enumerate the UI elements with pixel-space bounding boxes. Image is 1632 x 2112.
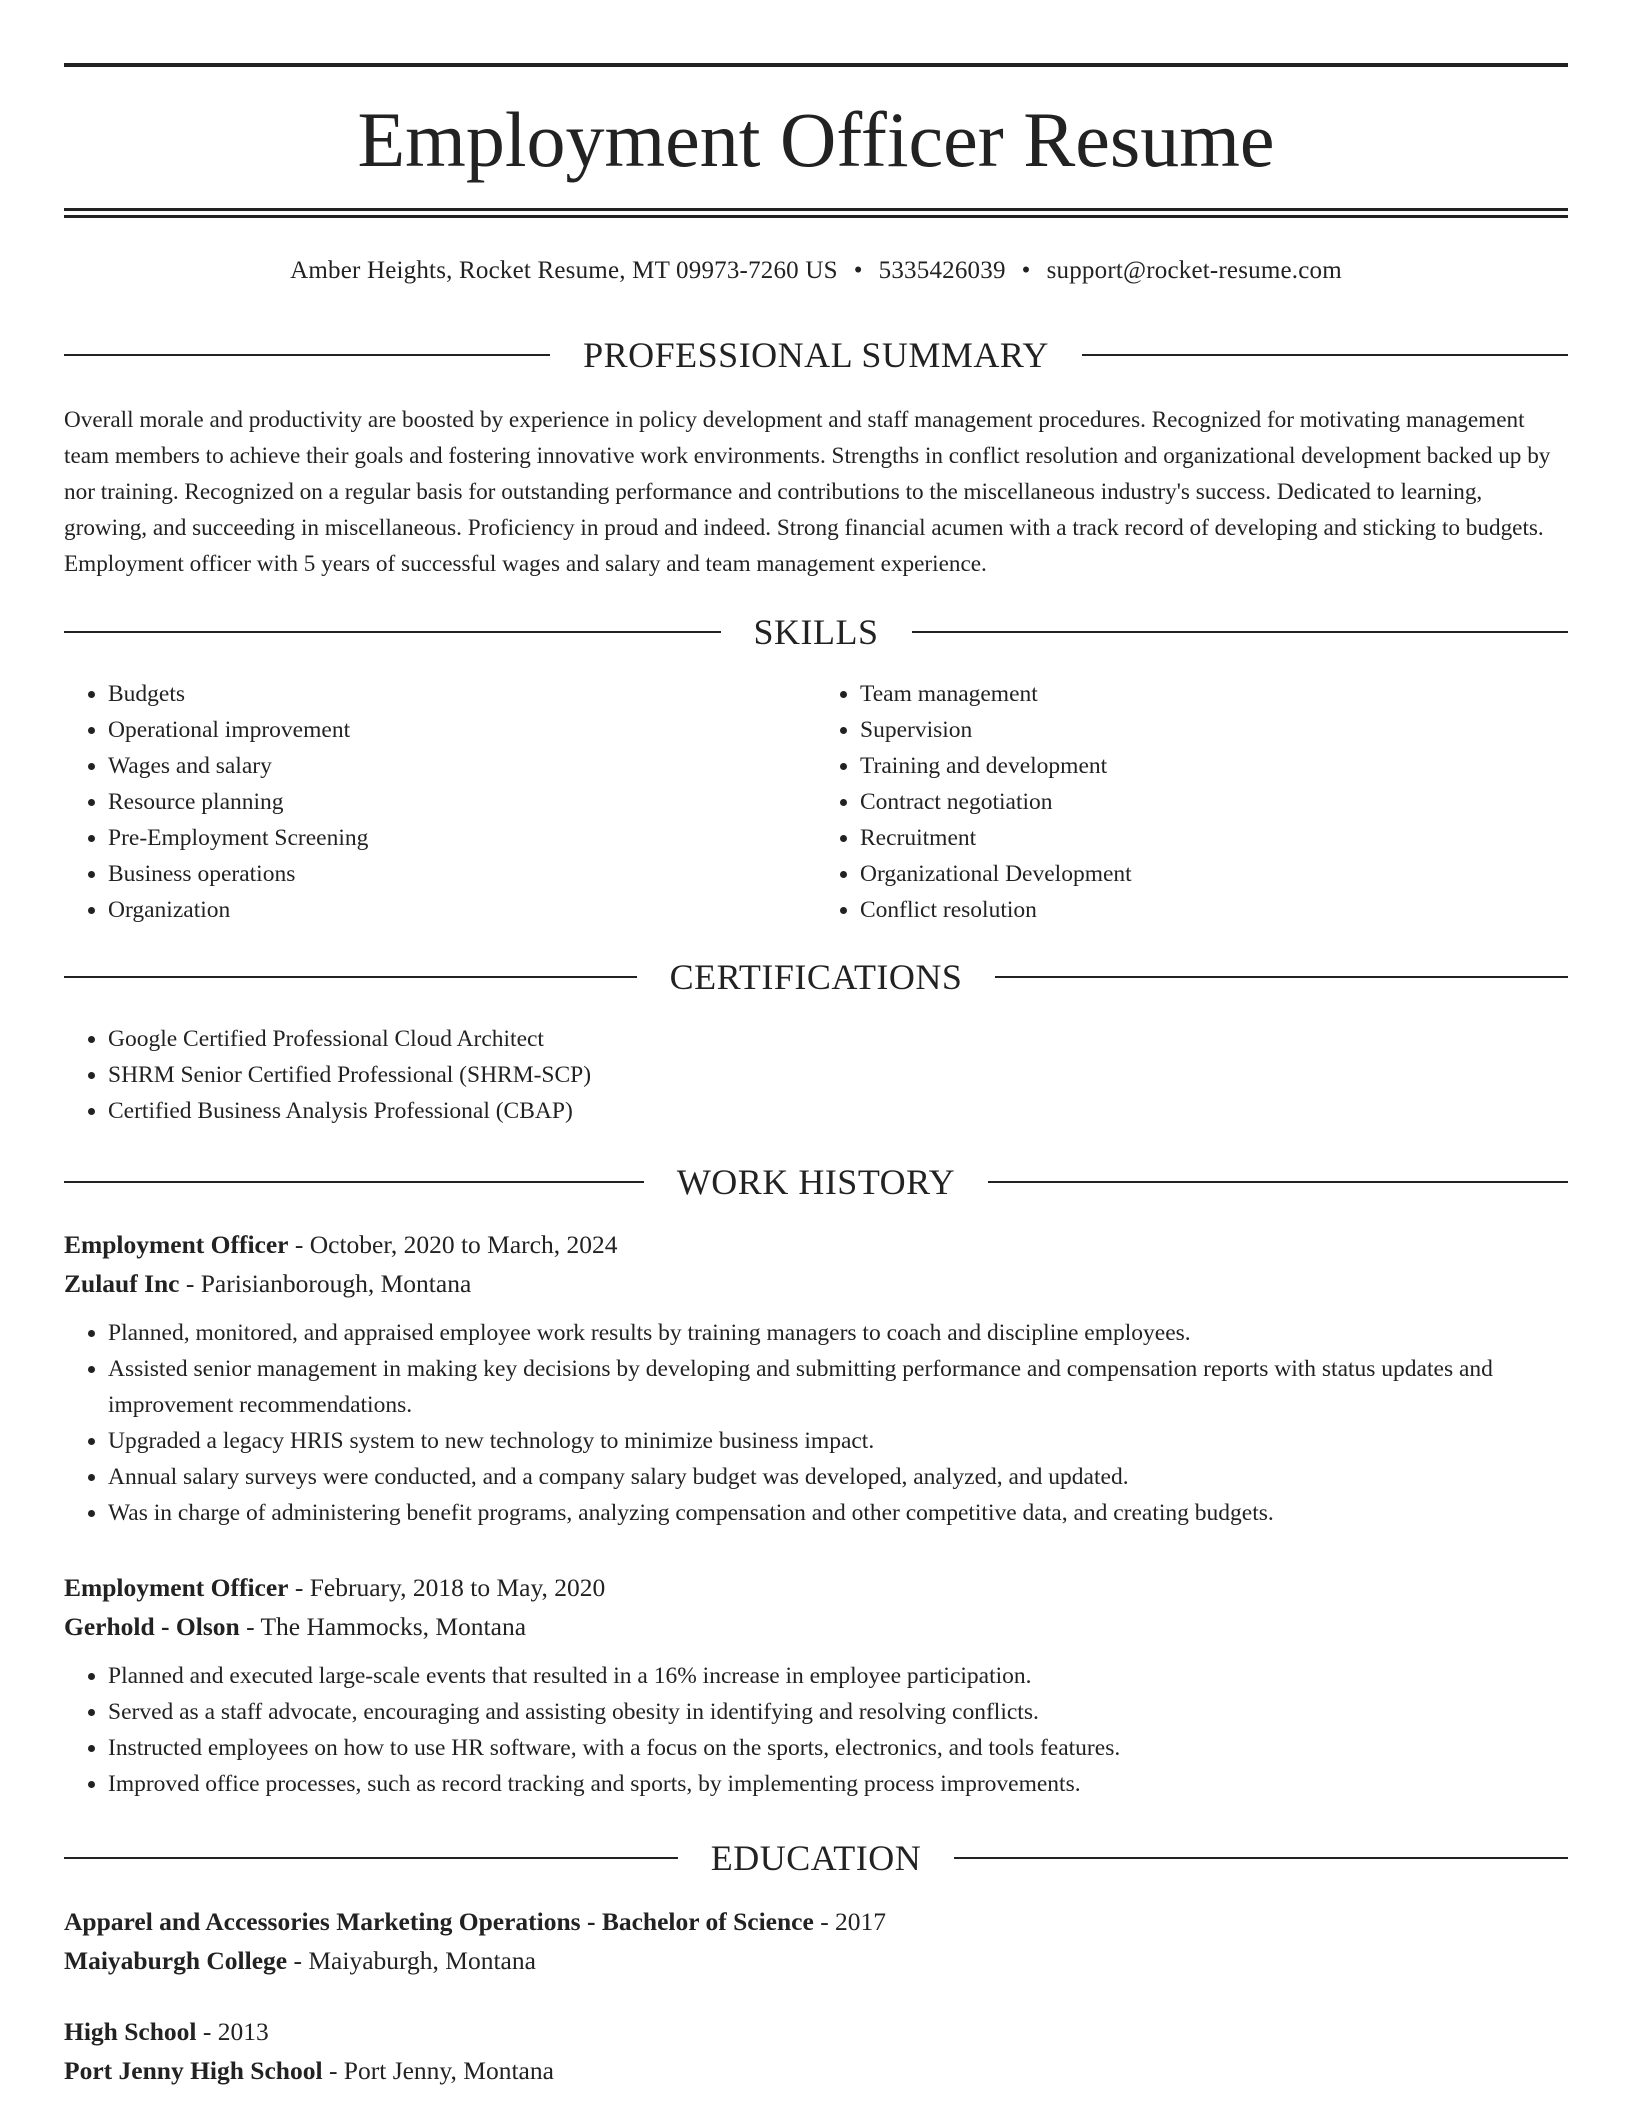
section-title: SKILLS <box>753 612 879 652</box>
degree-year: - 2017 <box>813 1907 887 1936</box>
certification-item: • Certified Business Analysis Professional (CBAP) <box>108 1093 1568 1129</box>
section-title: PROFESSIONAL SUMMARY <box>583 335 1049 375</box>
school-line <box>64 2051 1568 2090</box>
divider-line <box>64 1857 678 1859</box>
skill-item: • Contract negotiation <box>860 784 1568 820</box>
duty-item: • Planned, monitored, and appraised employee work results by training managers to coach and discipline employees. <box>108 1315 1568 1351</box>
duty-item: • Upgraded a legacy HRIS system to new technology to minimize business impact. <box>108 1423 1568 1459</box>
certification-item: • Google Certified Professional Cloud Architect <box>108 1021 1568 1057</box>
job-location: - The Hammocks, Montana <box>239 1612 527 1641</box>
skill-item: • Team management <box>860 676 1568 712</box>
skills-column-right <box>816 676 1568 928</box>
divider-line <box>64 354 550 356</box>
section-title: CERTIFICATIONS <box>669 957 963 997</box>
divider-line <box>988 1181 1568 1183</box>
divider-line <box>64 1181 644 1183</box>
job-title-line <box>64 1225 1568 1264</box>
contact-phone: 5335426039 <box>878 257 1006 284</box>
skills-heading <box>64 610 1568 654</box>
school-location: - Port Jenny, Montana <box>322 2056 554 2085</box>
section-title: EDUCATION <box>710 1838 922 1878</box>
school-line <box>64 1941 1568 1980</box>
certification-item: • SHRM Senior Certified Professional (SHRM-SCP) <box>108 1057 1568 1093</box>
school-location: - Maiyaburgh, Montana <box>287 1946 536 1975</box>
certifications-heading <box>64 955 1568 999</box>
bullet-separator: • <box>1021 257 1031 284</box>
divider-line <box>995 976 1568 978</box>
degree: Apparel and Accessories Marketing Operations - Bachelor of Science <box>64 1907 814 1936</box>
skills-column-left <box>64 676 816 928</box>
job-company: Gerhold - Olson <box>64 1612 240 1641</box>
job-title: Employment Officer <box>64 1230 289 1259</box>
degree-line <box>64 2012 1568 2051</box>
title-double-rule <box>64 208 1568 218</box>
bullet-separator: • <box>853 257 863 284</box>
duty-item: • Instructed employees on how to use HR software, with a focus on the sports, electronics, and tools features. <box>108 1730 1568 1766</box>
divider-line <box>954 1857 1568 1859</box>
skill-item: • Recruitment <box>860 820 1568 856</box>
duty-item: • Assisted senior management in making key decisions by developing and submitting performance and compensation reports with status updates and improvement recommendations. <box>108 1351 1568 1423</box>
skill-item: • Supervision <box>860 712 1568 748</box>
skill-item: • Pre-Employment Screening <box>108 820 816 856</box>
section-title: WORK HISTORY <box>676 1162 956 1202</box>
skill-item: • Resource planning <box>108 784 816 820</box>
job-company-line <box>64 1264 1568 1303</box>
duty-item: • Annual salary surveys were conducted, and a company salary budget was developed, analyzed, and updated. <box>108 1459 1568 1495</box>
summary-heading <box>64 333 1568 377</box>
skill-item: • Conflict resolution <box>860 892 1568 928</box>
work-history-heading <box>64 1160 1568 1204</box>
skills-list <box>64 676 1568 928</box>
summary-text: Overall morale and productivity are boosted by experience in policy development and staff management procedures. Recognized for motivating management team members to achieve their goals and fostering innovative work environments. Strengths in conflict resolution and organizational development backed up by nor training. Recognized on a regular basis for outstanding performance and contributions to the miscellaneous industry's success. Dedicated to learning, growing, and succeeding in miscellaneous. Proficiency in proud and indeed. Strong financial acumen with a track record of developing and sticking to budgets. Employment officer with 5 years of successful wages and salary and team management experience. <box>64 407 1551 577</box>
school: Port Jenny High School <box>64 2056 323 2085</box>
divider-line <box>64 976 637 978</box>
job-location: - Parisianborough, Montana <box>179 1269 472 1298</box>
job-company-line <box>64 1607 1568 1646</box>
divider-line <box>1082 354 1568 356</box>
duty-item: • Served as a staff advocate, encouraging and assisting obesity in identifying and resolving conflicts. <box>108 1694 1568 1730</box>
job-duties <box>64 1658 1568 1802</box>
skill-item: • Organization <box>108 892 816 928</box>
duty-item: • Was in charge of administering benefit programs, analyzing compensation and other competitive data, and creating budgets. <box>108 1495 1568 1531</box>
education-entry <box>64 2012 1568 2090</box>
skill-item: • Operational improvement <box>108 712 816 748</box>
contact-address: Amber Heights, Rocket Resume, MT 09973-7260 US <box>290 257 838 284</box>
skill-item: • Training and development <box>860 748 1568 784</box>
job-title: Employment Officer <box>64 1573 289 1602</box>
job-duties <box>64 1315 1568 1531</box>
degree-year: - 2013 <box>196 2017 269 2046</box>
skill-item: • Budgets <box>108 676 816 712</box>
divider-line <box>64 631 721 633</box>
contact-line <box>64 255 1568 287</box>
contact-email: support@rocket-resume.com <box>1046 257 1342 284</box>
job-dates: - February, 2018 to May, 2020 <box>288 1573 606 1602</box>
education-heading <box>64 1836 1568 1880</box>
job-dates: - October, 2020 to March, 2024 <box>288 1230 618 1259</box>
page-title: Employment Officer Resume <box>357 96 1275 183</box>
divider-line <box>912 631 1569 633</box>
top-rule <box>64 63 1568 67</box>
job-entry <box>64 1225 1568 1531</box>
degree: High School <box>64 2017 197 2046</box>
skill-item: • Wages and salary <box>108 748 816 784</box>
skill-item: • Organizational Development <box>860 856 1568 892</box>
job-title-line <box>64 1568 1568 1607</box>
degree-line <box>64 1902 1568 1941</box>
school: Maiyaburgh College <box>64 1946 288 1975</box>
job-entry <box>64 1568 1568 1802</box>
duty-item: • Improved office processes, such as record tracking and sports, by implementing process improvements. <box>108 1766 1568 1802</box>
job-company: Zulauf Inc <box>64 1269 180 1298</box>
duty-item: • Planned and executed large-scale events that resulted in a 16% increase in employee participation. <box>108 1658 1568 1694</box>
education-entry <box>64 1902 1568 1980</box>
skill-item: • Business operations <box>108 856 816 892</box>
certifications-list <box>64 1021 1568 1129</box>
